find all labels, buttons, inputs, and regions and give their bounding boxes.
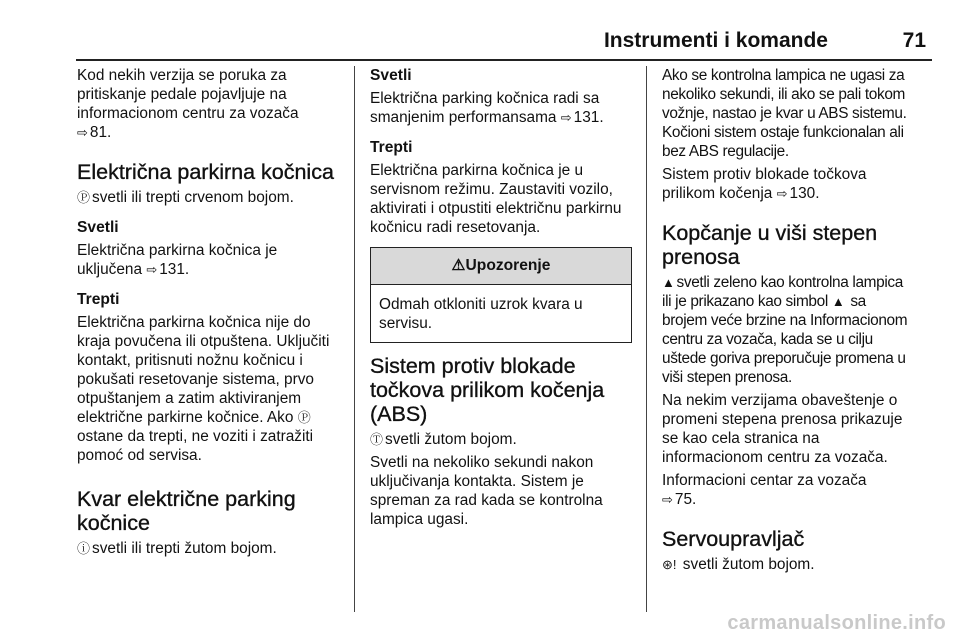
page-ref-link[interactable]: 81. xyxy=(89,124,112,141)
column-divider xyxy=(354,66,355,612)
abs-fault-paragraph: Ako se kontrolna lampica ne ugasi za nekoliko sekundi, ili ako se pali tokom vožnje, nastao je kvar u ABS sistemu. Kočioni sistem ostaje funkcionalan ali bez ABS regulacije. xyxy=(662,67,907,160)
subhead-trepti: Trepti xyxy=(370,139,413,156)
column-divider xyxy=(646,66,647,612)
parking-brake-desc: Ⓟ svetli ili trepti crvenom bojom. xyxy=(77,189,294,206)
power-steering-desc: ⊛! svetli žutom bojom. xyxy=(662,556,815,573)
abs-desc: Ⓣ svetli žutom bojom. xyxy=(370,431,517,448)
page-ref-icon: ⇨ xyxy=(146,262,158,277)
header-divider xyxy=(76,59,932,61)
page-ref-icon: ⇨ xyxy=(560,110,572,125)
page-ref-icon: ⇨ xyxy=(662,492,673,507)
page-ref-link[interactable]: 131. xyxy=(159,261,190,278)
section-title-parking-fault: Kvar električne parking kočnice xyxy=(77,487,296,535)
page-ref-link[interactable]: 130. xyxy=(789,185,820,202)
trepti-paragraph: Električna parkirna kočnica je u servisnom režimu. Zaustaviti vozilo, aktivirati i otpustiti električnu parkirnu kočnicu radi resetovanja. xyxy=(370,162,622,236)
page-number: 71 xyxy=(902,29,926,52)
warning-body: Odmah otkloniti uzrok kvara u servisu. xyxy=(379,296,583,332)
abs-reference-paragraph: Sistem protiv blokade točkova prilikom kočenja ⇨ 130. xyxy=(662,166,867,202)
intro-paragraph: Kod nekih verzija se poruka za pritiskanje pedale pojavljuje na informacionom centru za vozača ⇨ 81. xyxy=(77,67,299,141)
subhead-svetli: Svetli xyxy=(370,67,412,84)
upshift-icon: ▲ xyxy=(662,275,675,290)
abs-icon: Ⓣ xyxy=(370,432,384,447)
column-middle xyxy=(370,66,632,529)
section-title-parking-brake: Električna parkirna kočnica xyxy=(77,160,334,184)
column-left xyxy=(77,66,343,558)
section-title-power-steering: Servoupravljač xyxy=(662,527,805,551)
up-triangle-icon: ▲ xyxy=(831,294,845,309)
parking-brake-icon: Ⓟ xyxy=(297,410,311,425)
svetli-paragraph: Električna parkirna kočnica je uključena ⇨ 131. xyxy=(77,242,278,278)
svetli-paragraph: Električna parking kočnica radi sa smanjenim performansama ⇨ 131. xyxy=(370,90,604,126)
page-ref-icon: ⇨ xyxy=(77,125,88,140)
parking-fault-desc: ⓘ svetli ili trepti žutom bojom. xyxy=(77,540,277,557)
parking-fault-icon: ⓘ xyxy=(77,541,91,556)
warning-box xyxy=(370,247,632,343)
page-ref-link[interactable]: 75. xyxy=(674,491,697,508)
steering-wheel-icon: ⊛! xyxy=(662,557,677,572)
upshift-paragraph: ▲ svetli zeleno kao kontrolna lampica ili je prikazano kao simbol ▲ sa brojem veće brzine na Informacionom centru za vozača, kada se u cilju uštede goriva preporučuje promena u viši stepen prenosa. xyxy=(662,274,908,386)
page-title: Instrumenti i komande xyxy=(603,29,828,52)
warning-header: ⚠Upozorenje xyxy=(371,248,631,285)
page-header xyxy=(76,28,932,56)
section-title-abs: Sistem protiv blokade točkova prilikom kočenja (ABS) xyxy=(370,354,605,426)
page-ref-link[interactable]: 131. xyxy=(573,109,604,126)
shift-notice-paragraph: Na nekim verzijama obaveštenje o promeni stepena prenosa prikazuje se kao cela stranica na informacionom centru za vozača. xyxy=(662,392,903,466)
column-right xyxy=(662,66,928,574)
watermark: carmanualsonline.info xyxy=(727,612,946,634)
driver-info-paragraph: Informacioni centar za vozača ⇨ 75. xyxy=(662,472,867,508)
subhead-trepti: Trepti xyxy=(77,291,120,308)
warning-icon: ⚠ xyxy=(451,257,466,274)
page-ref-icon: ⇨ xyxy=(776,186,788,201)
subhead-svetli: Svetli xyxy=(77,219,119,236)
trepti-paragraph: Električna parkirna kočnica nije do kraja povučena ili otpuštena. Uključiti kontakt, pritisnuti nožnu kočnicu i pokušati resetovanje sistema, prvo otpuštanjem a zatim aktiviranjem električne parkirne kočnice. Ako Ⓟ ostane da trepti, ne voziti i zatražiti pomoć od servisa. xyxy=(77,314,330,464)
abs-paragraph: Svetli na nekoliko sekundi nakon uključivanja kontakta. Sistem je spreman za rad kada se kontrolna lampica ugasi. xyxy=(370,454,603,528)
section-title-upshift: Kopčanje u viši stepen prenosa xyxy=(662,221,878,269)
parking-brake-icon: Ⓟ xyxy=(77,190,91,205)
